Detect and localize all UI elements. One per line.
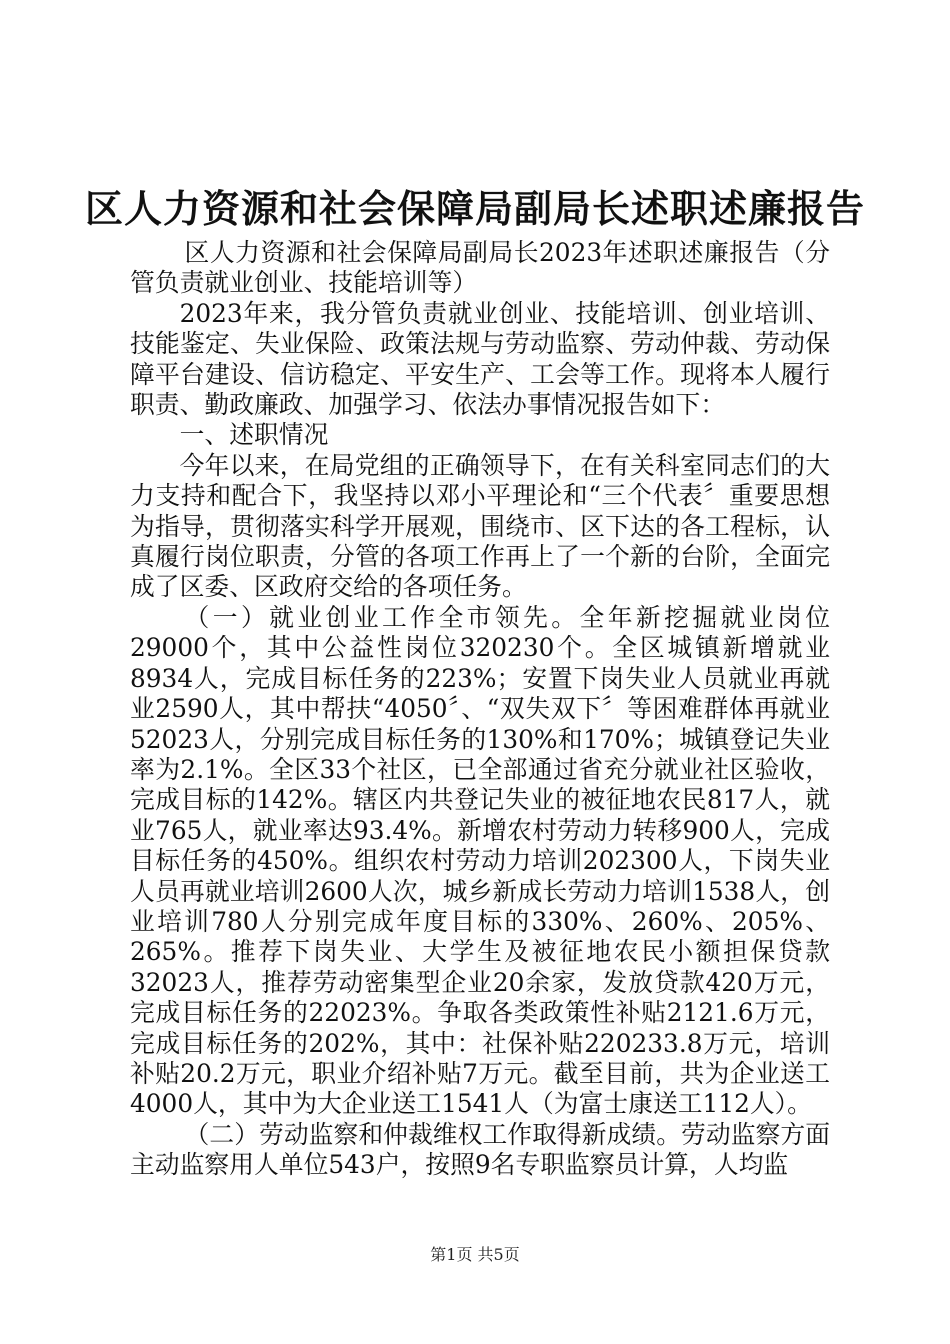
paragraph-subtitle: 区人力资源和社会保障局副局长2023年述职述廉报告（分管负责就业创业、技能培训等） xyxy=(130,238,830,298)
section-heading: 一、述职情况 xyxy=(179,420,329,450)
page-number: 第1页 共5页 xyxy=(430,1245,520,1264)
paragraph-employment: （一）就业创业工作全市领先。全年新挖掘就业岗位29000个，其中公益性岗位320230个。全区城镇新增就业8934人，完成目标任务的223%；安置下岗失业人员就业再就业2590人，其中帮扶“4050〞、“双失双下〞等困难群体再就业52023人，分别完成目标任务的130%和170%；城镇登记失业率为2.1%。全区33个社区，已全部通过省充分就业社区验收，完成目标的142%。辖区内共登记失业的被征地农民817人，就业765人，就业率达93.4%。新增农村劳动力转移900人，完成目标任务的450%。组织农村劳动力培训202300人，下岗失业人员再就业培训2600人次，城乡新成长劳动力培训1538人，创业培训780人分别完成年度目标的330%、260%、205%、265%。推荐下岗失业、大学生及被征地农民小额担保贷款32023人，推荐劳动密集型企业20余家，发放贷款420万元，完成目标任务的22023%。争取各类政策性补贴2121.6万元，完成目标任务的202%，其中：社保补贴220233.8万元，培训补贴20.2万元，职业介绍补贴7万元。截至目前，共为企业送工4000人，其中为大企业送工1541人（为富士康送工112人）。 xyxy=(130,602,830,1119)
paragraph-intro: 2023年来，我分管负责就业创业、技能培训、创业培训、技能鉴定、失业保险、政策法规与劳动监察、劳动仲裁、劳动保障平台建设、信访稳定、平安生产、工会等工作。现将本人履行职责、勤政廉政、加强学习、依法办事情况报告如下： xyxy=(130,298,830,420)
document-body xyxy=(130,238,830,1181)
paragraph-labor-inspection: （二）劳动监察和仲裁维权工作取得新成绩。劳动监察方面主动监察用人单位543户，按照9名专职监察员计算，人均监 xyxy=(130,1119,830,1180)
document-title: 区人力资源和社会保障局副局长述职述廉报告 xyxy=(84,186,865,231)
paragraph-overview: 今年以来，在局党组的正确领导下，在有关科室同志们的大力支持和配合下，我坚持以邓小平理论和“三个代表〞重要思想为指导，贯彻落实科学开展观，围绕市、区下达的各工程标，认真履行岗位职责，分管的各项工作再上了一个新的台阶，全面完成了区委、区政府交给的各项任务。 xyxy=(130,450,830,602)
